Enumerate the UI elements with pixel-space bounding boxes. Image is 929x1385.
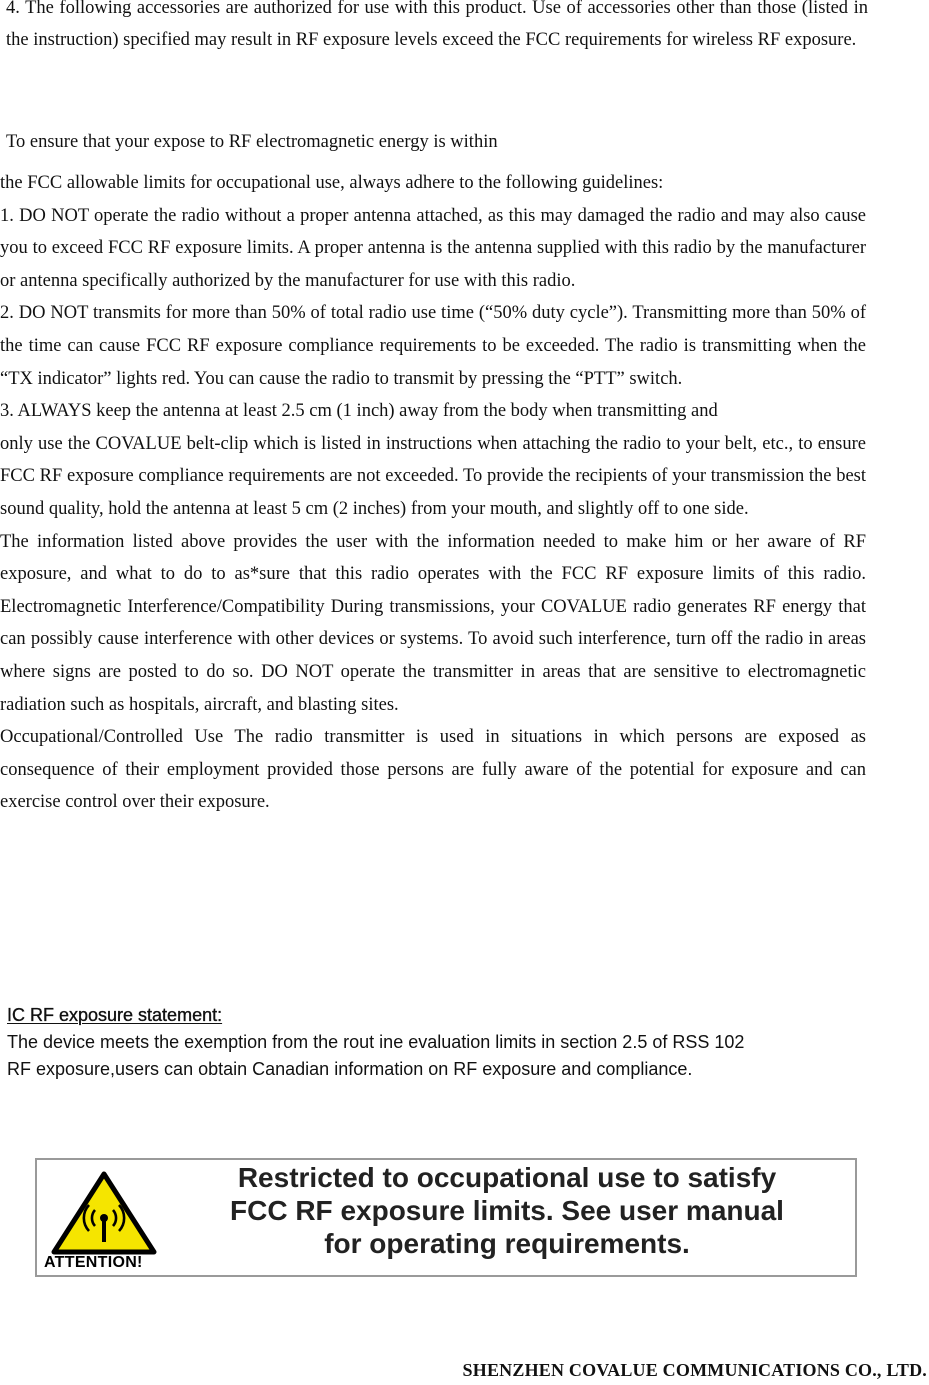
information-paragraph: The information listed above provides the user with the information needed to make him or her aware of RF exposure, and what to do to as*sure that this radio operates with the FCC RF exposure limits of this radio. Electromagnetic Interference/Compatibility During transmissions, your COVALUE radio generates RF energy that can possibly cause interference with other devices or systems. To avoid such interference, turn off the radio in areas where signs are posted to do so. DO NOT operate the transmitter in areas that are sensitive to electromagnetic radiation such as hospitals, aircraft, and blasting sites.: [0, 531, 866, 715]
attention-badge: ATTENTION!: [44, 1254, 143, 1271]
ic-statement: [7, 1002, 887, 1083]
guideline-1: 1. DO NOT operate the radio without a proper antenna attached, as this may damaged the radio and may also cause you to exceed FCC RF exposure limits. A proper antenna is the antenna supplied with this radio by the manufacturer or antenna specifically authorized by the manufacturer for use with this radio.: [0, 205, 866, 291]
company-footer: SHENZHEN COVALUE COMMUNICATIONS CO., LTD.: [462, 1360, 927, 1380]
guidelines-intro: the FCC allowable limits for occupational use, always adhere to the following guidelines:: [0, 173, 664, 193]
restriction-line-1: Restricted to occupational use to satisfy: [237, 1162, 777, 1193]
accessories-notice: [6, 0, 868, 56]
guideline-3: 3. ALWAYS keep the antenna at least 2.5 cm (1 inch) away from the body when transmitting and: [0, 401, 718, 422]
guideline-3-continued: only use the COVALUE belt-clip which is listed in instructions when attaching the radio to your belt, etc., to ensure FCC RF exposure compliance requirements are not exceeded. To provide the recipients of your transmission the best sound quality, hold the antenna at least 5 cm (2 inches) from your mouth, and slightly off to one side.: [0, 433, 866, 519]
rf-warning-label: [35, 1158, 857, 1277]
guidelines-body: [0, 167, 866, 819]
ensure-intro: [6, 126, 872, 159]
restriction-line-3: for operating requirements.: [324, 1228, 690, 1259]
restriction-text: [187, 1161, 827, 1260]
ic-statement-line-1: The device meets the exemption from the rout ine evaluation limits in section 2.5 of RSS 102: [7, 1032, 745, 1052]
occupational-use-paragraph: Occupational/Controlled Use The radio transmitter is used in situations in which persons are exposed as consequence of their employment provided those persons are fully aware of the potential for exposure and can exercise control over their exposure.: [0, 727, 866, 813]
ic-statement-line-2: RF exposure,users can obtain Canadian information on RF exposure and compliance.: [7, 1059, 693, 1079]
guideline-2: 2. DO NOT transmits for more than 50% of total radio use time (“50% duty cycle”). Transmitting more than 50% of the time can cause FCC RF exposure compliance requirements to be exceeded. The radio is transmitting when the “TX indicator” lights red. You can cause the radio to transmit by pressing the “PTT” switch.: [0, 303, 866, 389]
ic-statement-heading: IC RF exposure statement:: [7, 1005, 223, 1025]
restriction-line-2: FCC RF exposure limits. See user manual: [230, 1195, 784, 1226]
ensure-intro-text: To ensure that your expose to RF electromagnetic energy is within: [6, 132, 498, 152]
accessories-notice-text: 4. The following accessories are authorized for use with this product. Use of accessories other than those (listed in the instruction) specified may result in RF exposure levels exceed the FCC requirements for wireless RF exposure.: [6, 0, 868, 50]
